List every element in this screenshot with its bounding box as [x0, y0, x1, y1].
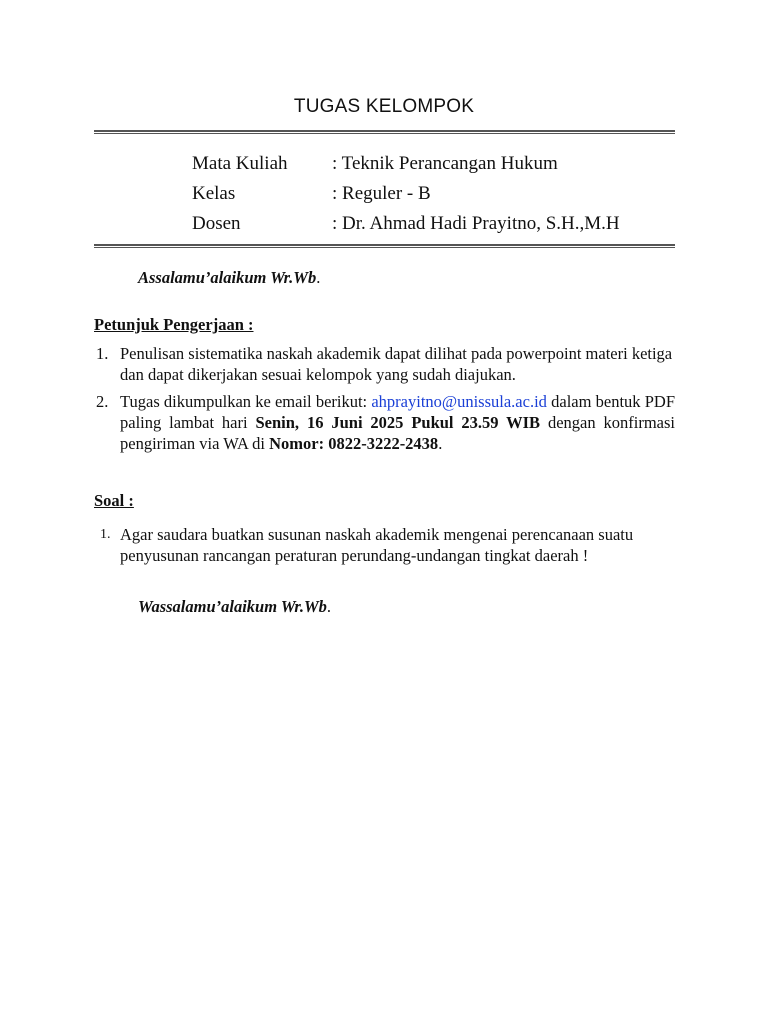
- header-rule-top: [94, 130, 675, 134]
- list-item-number: 2.: [96, 392, 109, 411]
- confirmation-text: dengan konfirmasi pengiriman via WA di: [120, 413, 675, 453]
- questions-heading: Soal :: [94, 491, 134, 510]
- lecturer-label: Dosen: [192, 213, 241, 234]
- course-info-row: [192, 152, 620, 182]
- class-value: : Reguler - B: [332, 183, 431, 204]
- course-value: : Teknik Perancangan Hukum: [332, 153, 558, 174]
- document-title: TUGAS KELOMPOK: [293, 96, 475, 117]
- list-item: [94, 391, 675, 454]
- submission-text: Tugas dikumpulkan ke email berikut:: [120, 392, 372, 411]
- questions-list: [94, 524, 675, 566]
- opening-greeting-text: Assalamu’alaikum Wr.Wb: [138, 268, 317, 287]
- lecturer-info-row: [192, 212, 620, 242]
- list-item: [94, 524, 675, 566]
- course-label: Mata Kuliah: [192, 153, 288, 174]
- lecturer-value: : Dr. Ahmad Hadi Prayitno, S.H.,M.H: [332, 213, 620, 234]
- phone-number: Nomor: 0822-3222-2438: [269, 434, 439, 453]
- list-item-text: Penulisan sistematika naskah akademik dapat dilihat pada powerpoint materi ketiga dan dapat dikerjakan sesuai kelompok yang sudah diajukan.: [120, 344, 673, 384]
- list-item: [94, 343, 675, 385]
- course-info: [192, 152, 620, 242]
- class-info-row: [192, 182, 620, 212]
- closing-greeting-period: .: [326, 597, 332, 616]
- class-label: Kelas: [192, 183, 236, 204]
- closing-greeting: [138, 597, 331, 617]
- format-text: dalam bentuk PDF paling lambat hari: [120, 392, 675, 432]
- email-link[interactable]: ahprayitno@unissula.ac.id: [371, 392, 547, 411]
- list-item-number: 1.: [100, 527, 111, 542]
- sentence-end: .: [438, 434, 443, 453]
- instructions-heading: Petunjuk Pengerjaan :: [94, 315, 254, 334]
- header-rule-bottom: [94, 244, 675, 248]
- opening-greeting-period: .: [316, 268, 321, 287]
- deadline-text: Senin, 16 Juni 2025 Pukul 23.59 WIB: [255, 413, 541, 432]
- instructions-list: [94, 343, 675, 454]
- list-item-text: [120, 391, 675, 454]
- list-item-text: Agar saudara buatkan susunan naskah akademik mengenai perencanaan suatu penyusunan rancangan peraturan perundang-undangan tingkat daerah !: [120, 525, 634, 565]
- list-item-number: 1.: [96, 344, 109, 363]
- closing-greeting-text: Wassalamu’alaikum Wr.Wb: [138, 597, 327, 616]
- opening-greeting: [138, 268, 320, 288]
